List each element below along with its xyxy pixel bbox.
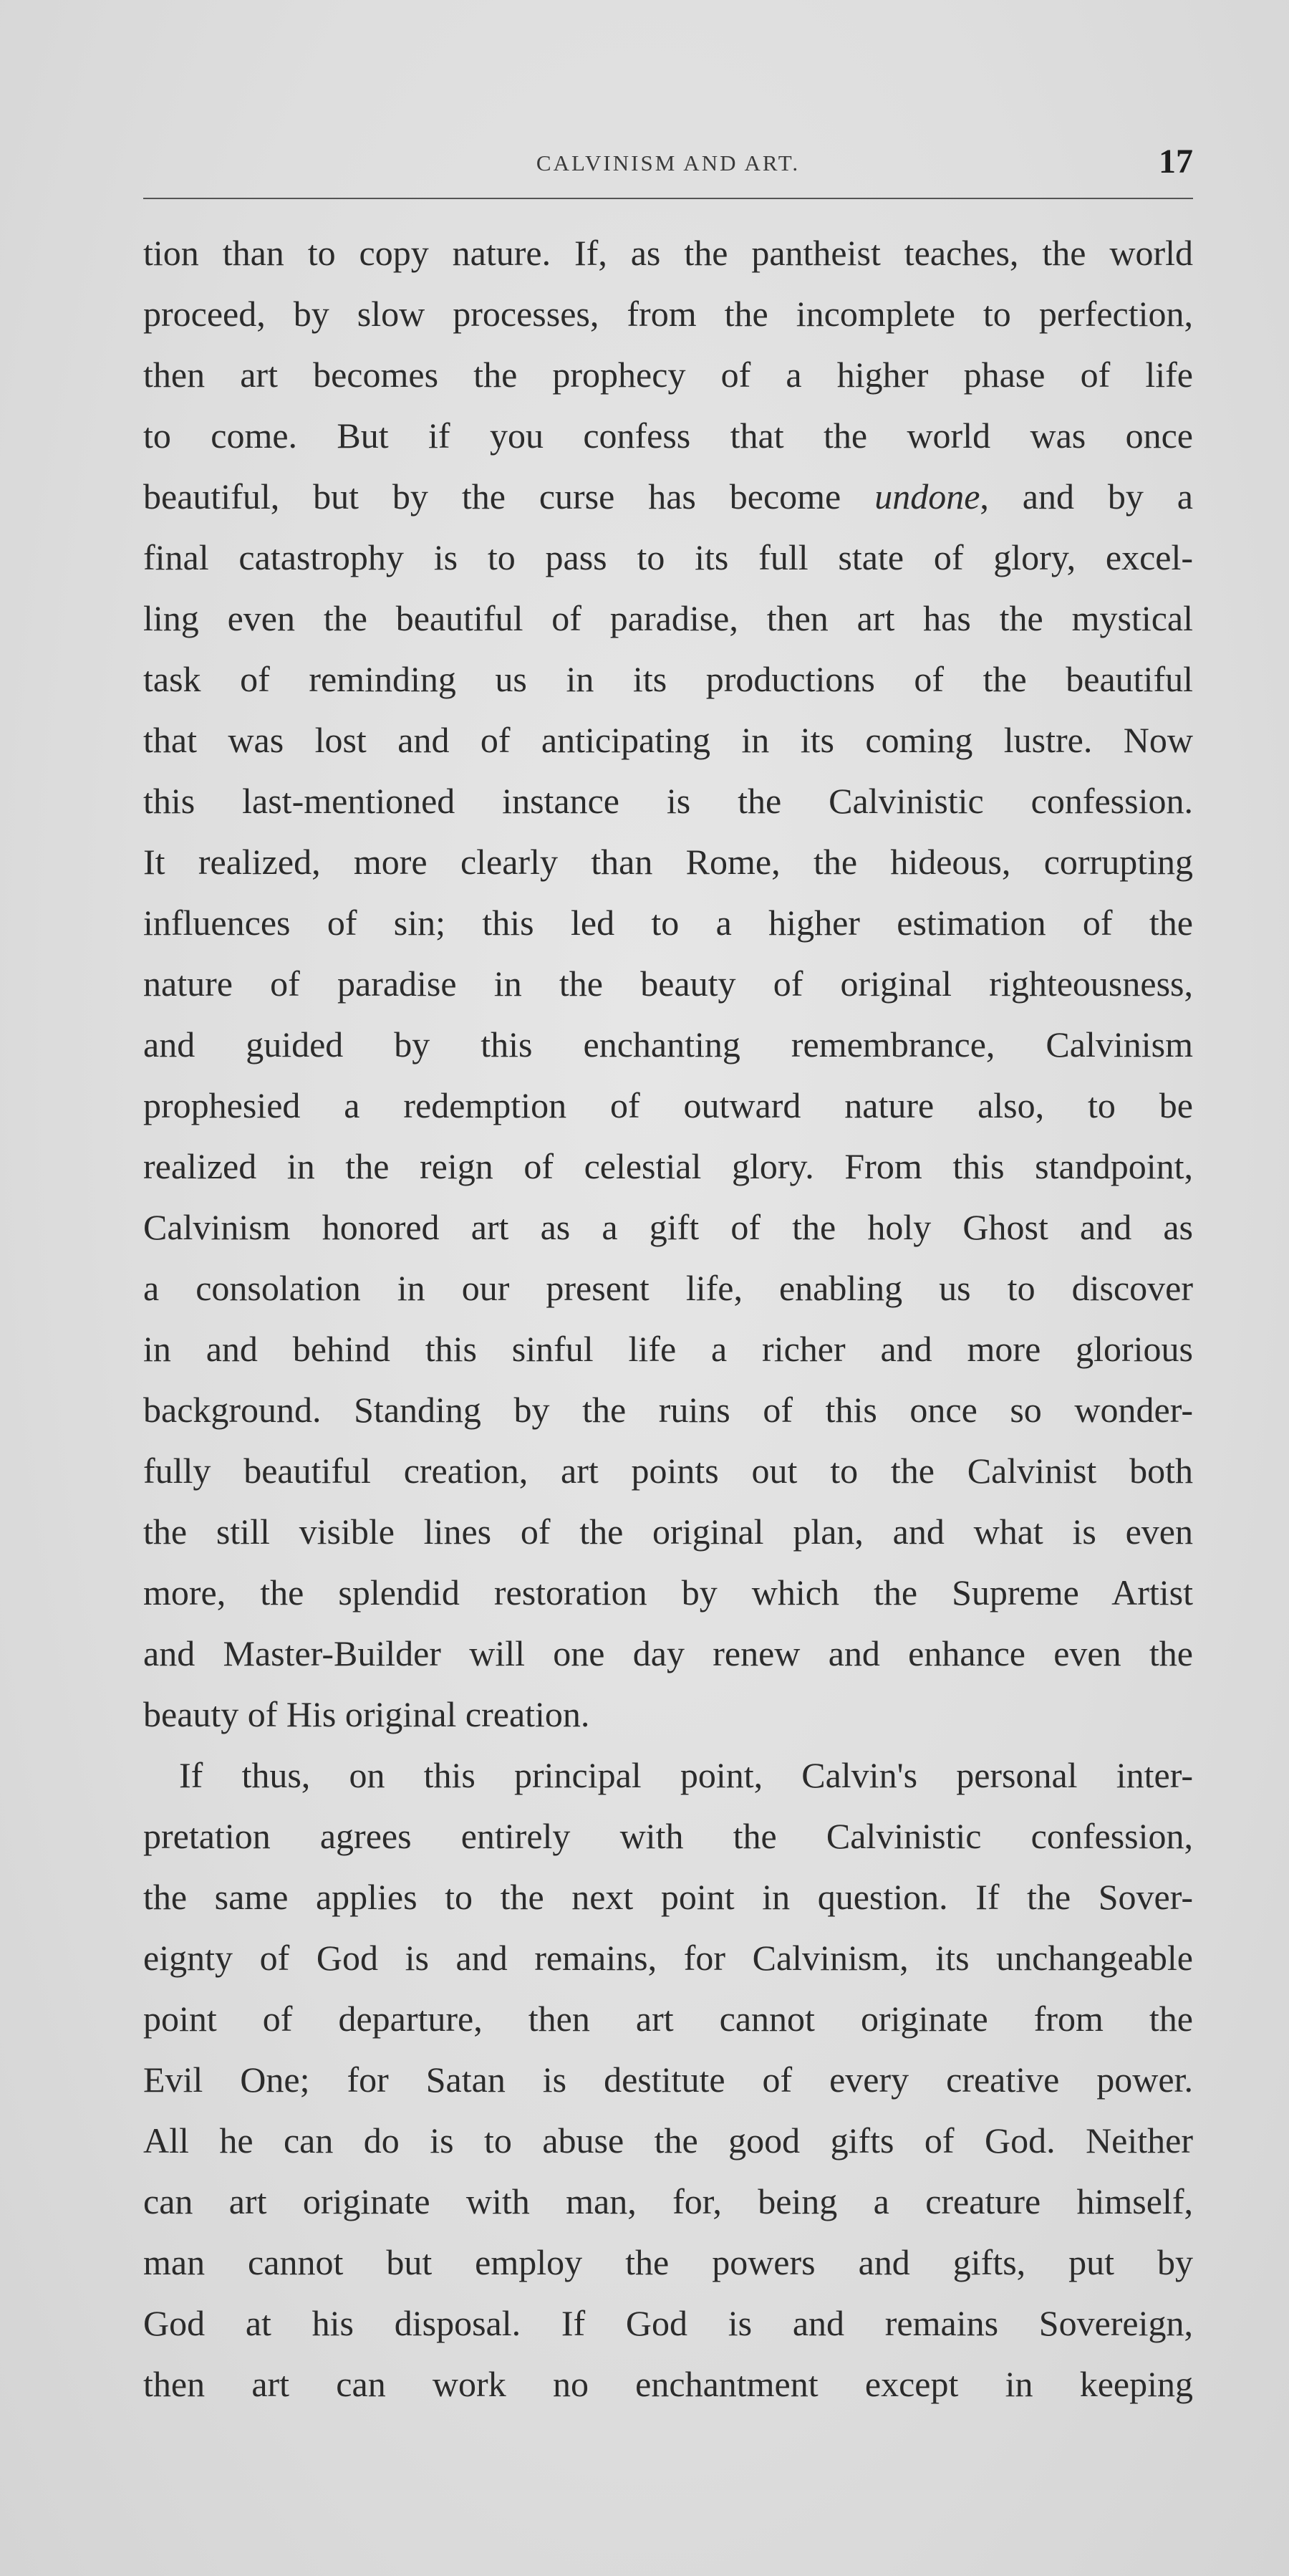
text-line: ling even the beautiful of paradise, then art has the mystical	[143, 598, 1193, 638]
text-line: final catastrophy is to pass to its full state of glory, excel-	[143, 537, 1193, 577]
text-line: It realized, more clearly than Rome, the hideous, corrupting	[143, 842, 1193, 882]
text-line: prophesied a redemption of outward nature also, to be	[143, 1085, 1193, 1125]
text-line: pretation agrees entirely with the Calvinistic confession,	[143, 1816, 1193, 1856]
text-segment: , and by a	[980, 476, 1194, 516]
text-line: Evil One; for Satan is destitute of every creative power.	[143, 2060, 1193, 2100]
text-line: the still visible lines of the original plan, and what is even	[143, 1512, 1193, 1552]
page-header	[143, 143, 1193, 189]
text-segment: beautiful, but by the curse has become	[143, 476, 841, 516]
text-line: the same applies to the next point in question. If the Sover-	[143, 1877, 1193, 1917]
text-line: can art originate with man, for, being a creature himself,	[143, 2181, 1193, 2221]
text-line: If thus, on this principal point, Calvin's personal inter-	[179, 1755, 1193, 1795]
text-line: more, the splendid restoration by which the Supreme Artist	[143, 1572, 1193, 1613]
text-line: All he can do is to abuse the good gifts of God. Neither	[143, 2120, 1193, 2161]
text-line: nature of paradise in the beauty of original righteousness,	[143, 963, 1193, 1004]
page-number: 17	[1159, 143, 1193, 181]
text-line: in and behind this sinful life a richer and more glorious	[143, 1329, 1193, 1369]
text-line: point of departure, then art cannot originate from the	[143, 1999, 1193, 2039]
italic-word: undone	[874, 476, 980, 516]
text-line	[143, 468, 1193, 529]
text-line: man cannot but employ the powers and gifts, put by	[143, 2242, 1193, 2282]
text-line: realized in the reign of celestial glory. From this standpoint,	[143, 1146, 1193, 1186]
text-line: this last-mentioned instance is the Calvinistic confession.	[143, 781, 1193, 821]
body-text	[143, 224, 1193, 2416]
text-line: that was lost and of anticipating in its coming lustre. Now	[143, 720, 1193, 760]
text-line: fully beautiful creation, art points out to the Calvinist both	[143, 1451, 1193, 1491]
text-line: proceed, by slow processes, from the incomplete to perfection,	[143, 294, 1193, 334]
text-line: influences of sin; this led to a higher estimation of the	[143, 903, 1193, 943]
text-line: background. Standing by the ruins of this once so wonder-	[143, 1390, 1193, 1430]
text-line: eignty of God is and remains, for Calvinism, its unchangeable	[143, 1938, 1193, 1978]
text-line: to come. But if you confess that the world was once	[143, 415, 1193, 456]
running-title: CALVINISM AND ART.	[536, 150, 801, 176]
text-line: God at his disposal. If God is and remains Sovereign,	[143, 2303, 1193, 2343]
text-line: tion than to copy nature. If, as the pantheist teaches, the world	[143, 233, 1193, 273]
text-line: task of reminding us in its productions of the beautiful	[143, 659, 1193, 699]
text-line: beauty of His original creation.	[143, 1694, 590, 1734]
text-line: then art becomes the prophecy of a higher phase of life	[143, 355, 1193, 395]
text-line: a consolation in our present life, enabling us to discover	[143, 1268, 1193, 1308]
text-line: and Master-Builder will one day renew and enhance even the	[143, 1633, 1193, 1673]
header-rule	[143, 198, 1193, 199]
text-line: Calvinism honored art as a gift of the holy Ghost and as	[143, 1207, 1193, 1247]
text-line: then art can work no enchantment except in keeping	[143, 2364, 1193, 2404]
text-line: and guided by this enchanting remembrance, Calvinism	[143, 1024, 1193, 1064]
